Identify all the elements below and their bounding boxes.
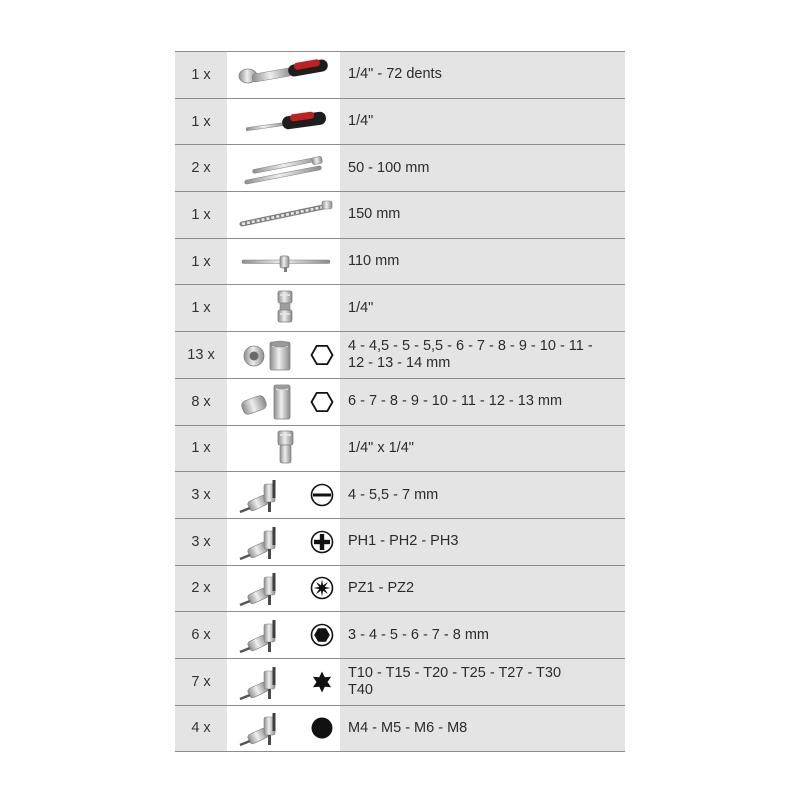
quantity-cell: 8 x <box>191 393 211 410</box>
size-description: 50 - 100 mm <box>348 159 430 176</box>
tool-image-cell <box>227 332 340 378</box>
table-row <box>175 519 625 566</box>
size-description: 150 mm <box>348 206 401 223</box>
tool-image-cell <box>227 239 340 285</box>
hex-key-profile-icon <box>311 625 332 646</box>
quantity-cell: 1 x <box>191 440 211 457</box>
table-row <box>175 706 625 753</box>
table-row <box>175 239 625 286</box>
size-description: PZ1 - PZ2 <box>348 579 415 596</box>
quantity-cell: 1 x <box>191 253 211 270</box>
flexible-extension-icon <box>230 194 338 236</box>
table-row <box>175 52 625 99</box>
quantity-cell: 7 x <box>191 673 211 690</box>
quantity-cell: 1 x <box>191 206 211 223</box>
bit-adapter-icon <box>230 427 338 469</box>
bit-sockets-icon <box>230 707 338 749</box>
table-row <box>175 285 625 332</box>
parts-table <box>175 51 625 752</box>
short-sockets-icon <box>230 334 338 376</box>
size-description: M4 - M5 - M6 - M8 <box>348 719 468 736</box>
size-description: 1/4" <box>348 299 374 316</box>
table-row <box>175 612 625 659</box>
table-row <box>175 659 625 706</box>
tool-image-cell <box>227 426 340 472</box>
table-row <box>175 566 625 613</box>
size-description: 4 - 5,5 - 7 mm <box>348 486 439 503</box>
quantity-cell: 2 x <box>191 580 211 597</box>
tool-image-cell <box>227 285 340 331</box>
tool-image-cell <box>227 145 340 191</box>
quantity-cell: 3 x <box>191 533 211 550</box>
size-description: 1/4" x 1/4" <box>348 439 414 456</box>
tool-image-cell <box>227 99 340 145</box>
size-description: 3 - 4 - 5 - 6 - 7 - 8 mm <box>348 626 489 643</box>
table-row <box>175 192 625 239</box>
extension-bars-icon <box>230 147 338 189</box>
pozidriv-profile-icon <box>311 578 332 599</box>
size-description: 1/4" <box>348 113 374 130</box>
size-description: 110 mm <box>348 253 400 270</box>
bit-sockets-icon <box>230 661 338 703</box>
quantity-cell: 1 x <box>191 66 211 83</box>
table-row <box>175 426 625 473</box>
size-description: T10 - T15 - T20 - T25 - T27 - T30 T40 <box>348 664 562 698</box>
t-bar-icon <box>230 241 338 283</box>
phillips-profile-icon <box>311 531 332 552</box>
quantity-cell: 13 x <box>187 346 215 363</box>
spline-profile-icon <box>311 718 332 739</box>
quantity-cell: 1 x <box>191 300 211 317</box>
hex-profile-icon <box>311 393 332 411</box>
tool-image-cell <box>227 659 340 705</box>
universal-joint-icon <box>230 287 338 329</box>
table-row <box>175 99 625 146</box>
tool-image-cell <box>227 566 340 612</box>
size-description: 1/4" - 72 dents <box>348 66 442 83</box>
size-description: 4 - 4,5 - 5 - 5,5 - 6 - 7 - 8 - 9 - 10 - 11 - 12 - 13 - 14 mm <box>348 337 593 371</box>
bit-sockets-icon <box>230 474 338 516</box>
tool-image-cell <box>227 379 340 425</box>
quantity-cell: 2 x <box>191 160 211 177</box>
quantity-cell: 3 x <box>191 487 211 504</box>
table-row <box>175 472 625 519</box>
table-row <box>175 145 625 192</box>
size-description: 6 - 7 - 8 - 9 - 10 - 11 - 12 - 13 mm <box>348 393 563 410</box>
hex-profile-icon <box>311 346 332 364</box>
tool-image-cell <box>227 472 340 518</box>
bit-sockets-icon <box>230 567 338 609</box>
torx-profile-icon <box>312 671 330 692</box>
tool-image-cell <box>227 519 340 565</box>
quantity-cell: 1 x <box>191 113 211 130</box>
spinner-handle-icon <box>230 101 338 143</box>
quantity-cell: 4 x <box>191 720 211 737</box>
tool-image-cell <box>227 52 340 98</box>
deep-sockets-icon <box>230 381 338 423</box>
table-row <box>175 332 625 379</box>
size-description: PH1 - PH2 - PH3 <box>348 533 459 550</box>
ratchet-icon <box>230 54 338 96</box>
table-row <box>175 379 625 426</box>
quantity-cell: 6 x <box>191 627 211 644</box>
tool-image-cell <box>227 612 340 658</box>
tool-image-cell <box>227 192 340 238</box>
tool-image-cell <box>227 706 340 752</box>
bit-sockets-icon <box>230 521 338 563</box>
slotted-profile-icon <box>311 485 332 506</box>
bit-sockets-icon <box>230 614 338 656</box>
